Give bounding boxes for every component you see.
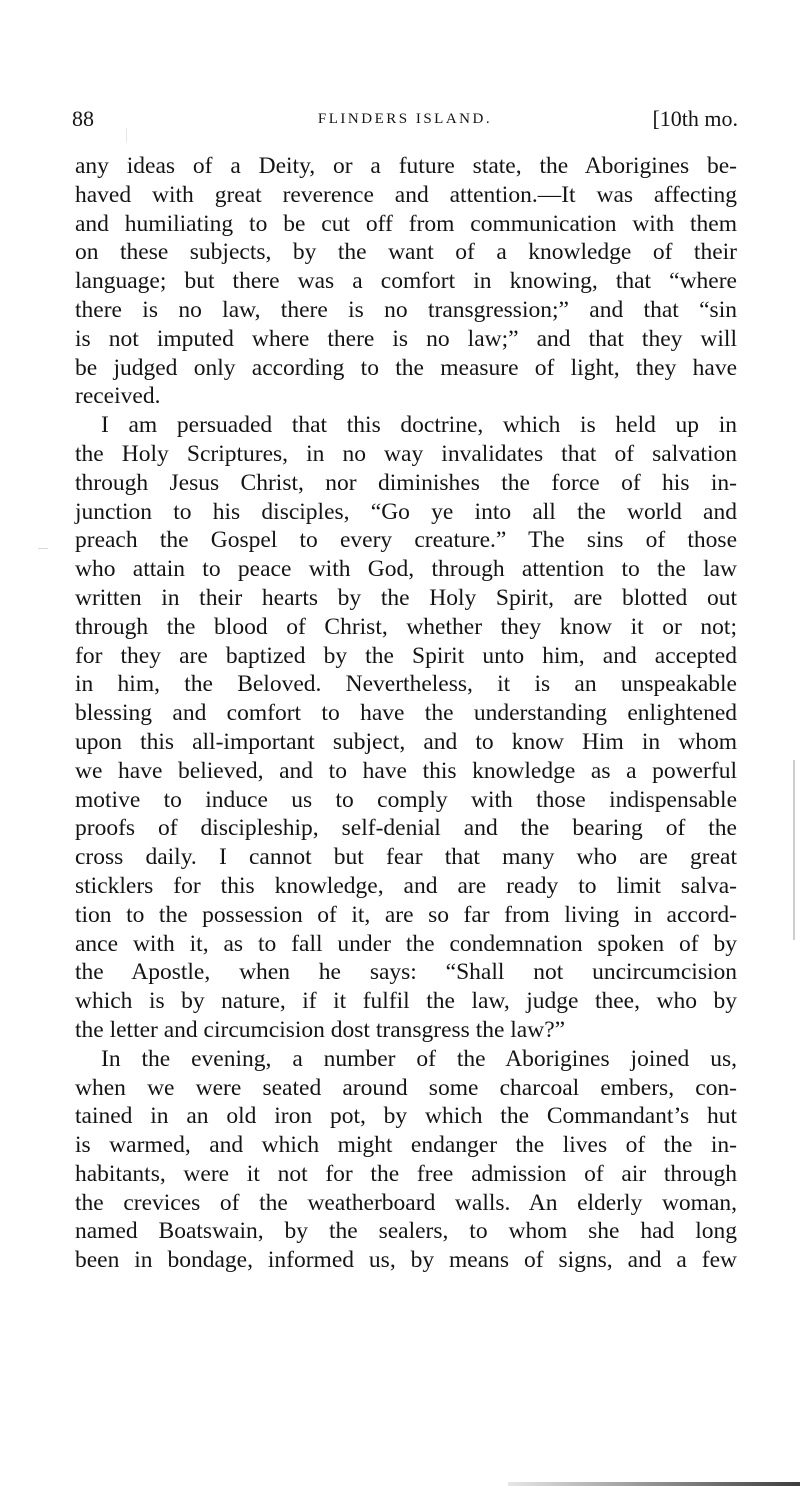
text-line: for they are baptized by the Spirit unto him, and accepted bbox=[75, 642, 737, 669]
text-line: the crevices of the weatherboard walls. An elderly woman, bbox=[75, 1189, 737, 1216]
text-line: proofs of discipleship, self-denial and the bearing of the bbox=[75, 815, 737, 842]
text-line: haved with great reverence and attention.—It was affecting bbox=[75, 181, 737, 208]
paragraph-first-line: I am persuaded that this doctrine, which is held up in bbox=[101, 412, 737, 439]
text-line: any ideas of a Deity, or a future state, the Aborigines be- bbox=[75, 153, 737, 179]
paper-speck bbox=[38, 548, 48, 549]
text-line: we have believed, and to have this knowledge as a powerful bbox=[75, 757, 737, 784]
text-line: in him, the Beloved. Nevertheless, it is an unspeakable bbox=[75, 671, 737, 698]
scan-edge-shadow bbox=[508, 1482, 800, 1486]
text-line: through the blood of Christ, whether they know it or not; bbox=[75, 613, 737, 640]
text-line: is warmed, and which might endanger the lives of the in- bbox=[75, 1132, 737, 1159]
text-line: cross daily. I cannot but fear that many who are great bbox=[75, 844, 737, 871]
running-title: FLINDERS ISLAND. bbox=[317, 111, 493, 127]
text-line: the Apostle, when he says: “Shall not uncircumcision bbox=[75, 959, 737, 986]
text-line: the Holy Scriptures, in no way invalidates that of salvation bbox=[75, 440, 737, 467]
body-text bbox=[75, 152, 737, 1275]
text-line: tained in an old iron pot, by which the Commandant’s hut bbox=[75, 1103, 737, 1130]
text-line: tion to the possession of it, are so far from living in accord- bbox=[75, 901, 737, 928]
text-line: the letter and circumcision dost transgress the law?” bbox=[75, 1016, 566, 1043]
text-line: motive to induce us to comply with those indispensable bbox=[75, 786, 737, 813]
text-line: habitants, were it not for the free admission of air through bbox=[75, 1160, 737, 1187]
text-line: preach the Gospel to every creature.” The sins of those bbox=[75, 527, 737, 554]
text-line: on these subjects, by the want of a knowledge of their bbox=[75, 239, 737, 266]
text-line: is not imputed where there is no law;” and that they will bbox=[75, 325, 737, 352]
scan-edge-shadow bbox=[793, 760, 795, 940]
text-line: named Boatswain, by the sealers, to whom she had long bbox=[75, 1218, 737, 1245]
running-head bbox=[72, 102, 738, 136]
text-line: who attain to peace with God, through attention to the law bbox=[75, 556, 737, 583]
text-line: and humiliating to be cut off from communication with them bbox=[75, 210, 737, 237]
text-line: through Jesus Christ, nor diminishes the force of his in- bbox=[75, 469, 737, 496]
paper-speck bbox=[126, 128, 127, 142]
text-line: there is no law, there is no transgression;” and that “sin bbox=[75, 296, 737, 323]
text-line: be judged only according to the measure of light, they have bbox=[75, 354, 737, 381]
page-number: 88 bbox=[72, 106, 94, 131]
text-line: when we were seated around some charcoal embers, con- bbox=[75, 1074, 737, 1101]
text-line: which is by nature, if it fulfil the law, judge thee, who by bbox=[75, 988, 737, 1015]
text-line: upon this all-important subject, and to know Him in whom bbox=[75, 728, 737, 755]
text-line: language; but there was a comfort in knowing, that “where bbox=[75, 268, 737, 295]
text-line: been in bondage, informed us, by means of signs, and a few bbox=[75, 1247, 737, 1274]
text-line: received. bbox=[75, 383, 161, 410]
running-date: [10th mo. bbox=[652, 106, 738, 131]
text-line: sticklers for this knowledge, and are ready to limit salva- bbox=[75, 872, 737, 899]
text-line: ance with it, as to fall under the condemnation spoken of by bbox=[75, 930, 737, 957]
text-line: written in their hearts by the Holy Spirit, are blotted out bbox=[75, 584, 737, 611]
text-line: junction to his disciples, “Go ye into all the world and bbox=[75, 498, 737, 525]
text-line: blessing and comfort to have the understanding enlightened bbox=[75, 700, 737, 727]
paragraph-first-line: In the evening, a number of the Aborigines joined us, bbox=[101, 1045, 737, 1072]
